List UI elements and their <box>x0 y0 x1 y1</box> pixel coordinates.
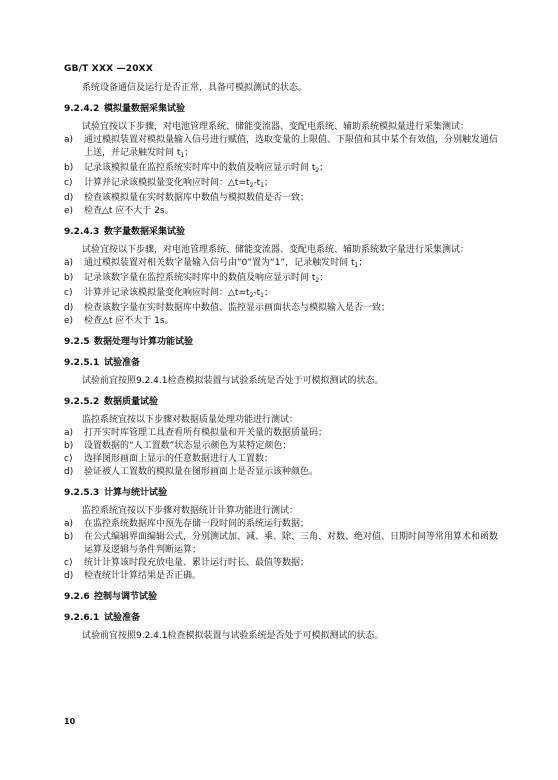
list-text: 统计计算该时段充放电量、累计运行时长、最值等数据； <box>84 558 310 568</box>
section-number: 9.2.5.2 <box>64 397 100 407</box>
list-item <box>64 315 504 328</box>
list-text: 在监控系统数据库中预先存储一段时间的系统运行数据； <box>84 519 310 529</box>
section-heading <box>64 336 504 349</box>
list-text: 设置数据的“人工置数”状态显示颜色为某特定颜色； <box>84 441 292 451</box>
list-marker: a) <box>64 519 74 529</box>
list-text: 通过模拟装置对相关数字量输入信号由“0”置为“1”，记录触发时间 $t_1$； <box>84 258 368 269</box>
section-intro: 试验宜按以下步骤，对电池管理系统、储能变流器、变配电系统、辅助系统模拟量进行采集测试： <box>82 122 470 132</box>
list-item <box>64 557 504 570</box>
section-number: 9.2.4.2 <box>64 104 100 114</box>
list-item <box>64 570 504 583</box>
list-item <box>64 192 504 205</box>
list-item <box>64 287 504 302</box>
section-number: 9.2.5.3 <box>64 488 100 498</box>
section-heading <box>64 357 504 370</box>
list-marker: c) <box>64 178 73 188</box>
section-body: 试验前宜按照9.2.4.1检查模拟装置与试验系统是否处于可模拟测试的状态。 <box>82 631 384 641</box>
list-item <box>64 453 504 466</box>
section-intro: 监控系统宜按以下步骤对数据统计计算功能进行测试： <box>82 506 299 516</box>
list-marker: c) <box>64 288 73 298</box>
list-marker: c) <box>64 558 73 568</box>
list-text: 检查统计计算结果是否正确。 <box>84 571 202 581</box>
list-item <box>64 466 504 479</box>
list-marker: b) <box>64 163 74 173</box>
section-number: 9.2.6 <box>64 592 90 602</box>
list-item <box>64 518 504 531</box>
list-text: 通过模拟装置对模拟量输入信号进行赋值，选取变量的上限值、下限值和其中某个有效值，分别触发通信上送，并记录触发时间 $t_1$； <box>84 135 499 159</box>
list-item <box>64 205 504 218</box>
step-list <box>64 518 504 583</box>
list-text: 检查△t 应不大于 2s。 <box>84 206 174 216</box>
list-text: 选择图形画面上显示的任意数据进行人工置数； <box>84 454 274 464</box>
step-list <box>64 257 504 328</box>
list-marker: a) <box>64 428 74 438</box>
list-marker: b) <box>64 441 74 451</box>
list-marker: d) <box>64 303 74 313</box>
section-body: 试验前宜按照9.2.4.1检查模拟装置与试验系统是否处于可模拟测试的状态。 <box>82 376 384 386</box>
list-marker: d) <box>64 571 74 581</box>
list-text: 计算并记录该模拟量变化响应时间：$\triangle t=t_2-t_1$； <box>84 288 273 299</box>
continuation-paragraph: 系统设备通信及运行是否正常，具备可模拟测试的状态。 <box>82 83 308 93</box>
list-marker: e) <box>64 206 74 216</box>
section-title: 数据质量试验 <box>104 397 159 407</box>
section-heading <box>64 226 504 239</box>
list-text: 记录该数字量在监控系统实时库中的数值及响应显示时间 $t_2$； <box>84 273 329 284</box>
section-number: 9.2.6.1 <box>64 613 100 623</box>
section-heading <box>64 612 504 625</box>
section-intro: 试验宜按以下步骤，对电池管理系统、储能变流器、变配电系统、辅助系统数字量进行采集测试： <box>82 245 470 255</box>
list-item <box>64 162 504 177</box>
list-marker: a) <box>64 258 74 268</box>
section-title: 试验准备 <box>104 358 141 368</box>
list-text: 验证被人工置数的模拟量在图形画面上是否显示该种颜色。 <box>84 467 319 477</box>
list-marker: d) <box>64 193 74 203</box>
list-text: 在公式编辑界面编辑公式，分别测试加、减、乘、除、三角、对数、绝对值、日期时间等常用算术和函数运算及逻辑与条件判断运算； <box>84 532 499 555</box>
list-item <box>64 272 504 287</box>
list-text: 检查△t 应不大于 1s。 <box>84 316 174 326</box>
step-list <box>64 427 504 479</box>
step-list <box>64 134 504 218</box>
section-intro: 监控系统宜按以下步骤对数据质量处理功能进行测试： <box>82 415 299 425</box>
page-number: 10 <box>64 717 76 726</box>
section-heading <box>64 487 504 500</box>
section-heading <box>64 103 504 116</box>
list-marker: c) <box>64 454 73 464</box>
section-title: 试验准备 <box>104 613 141 623</box>
section-number: 9.2.5.1 <box>64 358 100 368</box>
list-marker: b) <box>64 273 74 283</box>
list-item <box>64 440 504 453</box>
list-item <box>64 177 504 192</box>
section-number: 9.2.5 <box>64 337 90 347</box>
section-title: 计算与统计试验 <box>104 488 168 498</box>
document-code-header: GB/T XXX —20XX <box>64 64 153 74</box>
section-title: 模拟量数据采集试验 <box>104 104 186 114</box>
list-marker: e) <box>64 316 74 326</box>
section-title: 控制与调节试验 <box>94 592 158 602</box>
list-marker: d) <box>64 467 74 477</box>
list-text: 打开实时库管理工具查看所有模拟量和开关量的数据质量码； <box>84 428 328 438</box>
list-marker: a) <box>64 135 74 145</box>
section-heading <box>64 396 504 409</box>
list-item <box>64 531 504 557</box>
section-title: 数据处理与计算功能试验 <box>94 337 194 347</box>
section-heading <box>64 591 504 604</box>
section-number: 9.2.4.3 <box>64 227 100 237</box>
list-item <box>64 427 504 440</box>
list-item <box>64 302 504 315</box>
list-text: 检查该模拟量在实时数据库中数值与模拟数值是否一致； <box>84 193 310 203</box>
list-marker: b) <box>64 532 74 542</box>
section-title: 数字量数据采集试验 <box>104 227 186 237</box>
list-text: 记录该模拟量在监控系统实时库中的数值及响应显示时间 $t_2$； <box>84 163 329 174</box>
page-content <box>64 82 504 643</box>
list-text: 计算并记录该模拟量变化响应时间：$\triangle t=t_2-t_1$； <box>84 178 273 189</box>
list-item <box>64 134 504 162</box>
list-text: 检查该数字量在实时数据库中数值、监控显示画面状态与模拟输入是否一致； <box>84 303 391 313</box>
list-item <box>64 257 504 272</box>
